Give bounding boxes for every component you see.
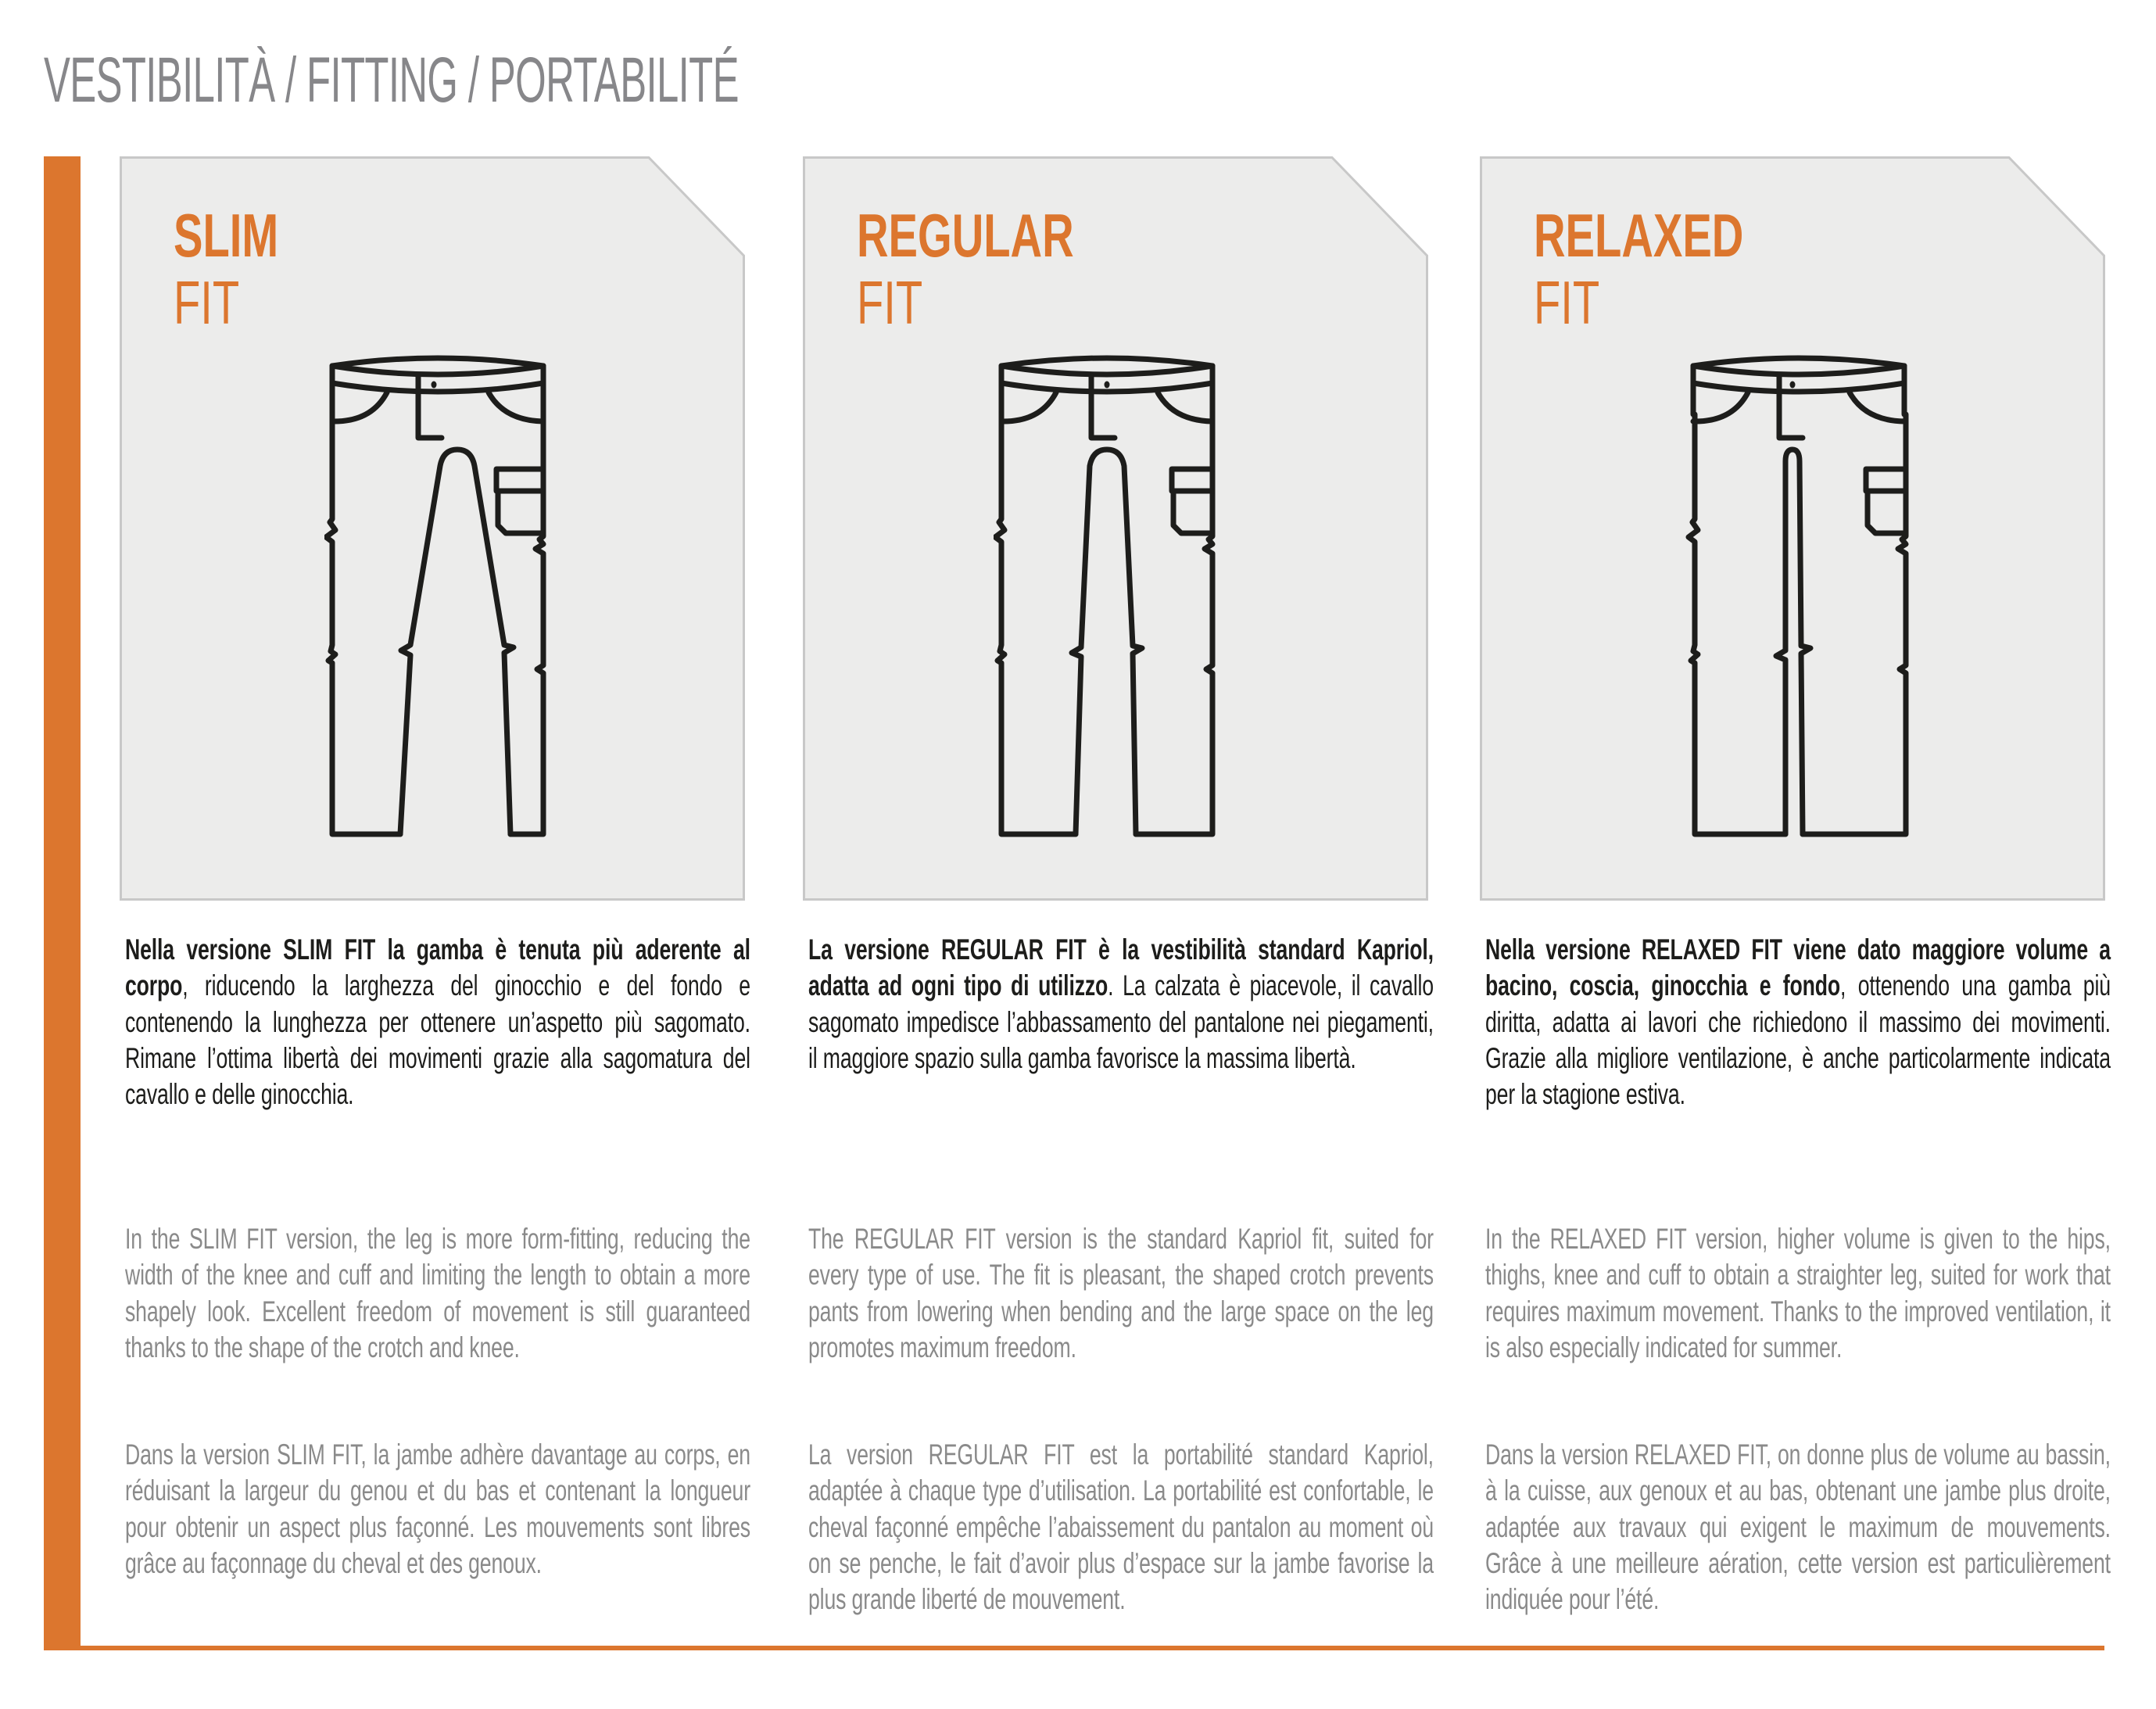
page-title: VESTIBILITÀ / FITTING / PORTABILITÉ [44, 45, 739, 116]
fit-panel-relaxed [1480, 156, 2105, 901]
regular-fit-pants-icon [994, 352, 1220, 840]
relaxed-fit-pants-icon [1685, 352, 1912, 840]
fit-subtitle: FIT [174, 268, 240, 337]
description-italian-emphasis: La versione REGULAR FIT è la vestibilità standard Kapriol, adatta ad ogni tipo di utilizzo [808, 933, 1434, 1002]
description-english: In the RELAXED FIT version, higher volume is given to the hips, thighs, knee and cuff to obtain a straighter leg, suited for work that requires maximum movement. Thanks to the improved ventilation, it is also especially indicated for summer. [1485, 1223, 2111, 1363]
fit-subtitle: FIT [1534, 268, 1600, 337]
slim-fit-pants-icon [324, 352, 551, 840]
fit-subtitle: FIT [857, 268, 923, 337]
description-english: The REGULAR FIT version is the standard Kapriol fit, suited for every type of use. The fit is pleasant, the shaped crotch prevents pants from lowering when bending and the large space on the leg promotes maximum freedom. [808, 1223, 1434, 1363]
description-italian-emphasis: Nella versione RELAXED FIT viene dato maggiore volume a bacino, coscia, ginocchia e fondo [1485, 933, 2111, 1002]
fit-description-slim [125, 932, 750, 1654]
fit-title [857, 202, 1074, 336]
accent-bar-vertical [44, 156, 81, 1650]
description-french: Dans la version SLIM FIT, la jambe adhère davantage au corps, en réduisant la largeur du genou et du bas et contenant la longueur pour obtenir un aspect plus façonné. Les mouvements sont libres grâce au façonnage du cheval et des genoux. [125, 1438, 750, 1579]
fit-name: SLIM [174, 201, 279, 270]
description-italian-rest: , riducendo la larghezza del ginocchio e del fondo e contenendo la lunghezza per ottenere un’aspetto più sagomato. Rimane l’ottima libertà dei movimenti grazie alla sagomatura del cavallo e delle ginocchia. [125, 969, 750, 1111]
description-italian [125, 932, 750, 1112]
fit-name: REGULAR [857, 201, 1074, 270]
description-italian [1485, 932, 2111, 1112]
fit-description-relaxed [1485, 932, 2111, 1654]
fit-panel-regular [803, 156, 1428, 901]
description-italian-rest: . La calzata è piacevole, il cavallo sagomato impedisce l’abbassamento del pantalone nei piegamenti, il maggiore spazio sulla gamba favorisce la massima libertà. [808, 969, 1434, 1074]
description-italian-emphasis: Nella versione SLIM FIT la gamba è tenuta più aderente al corpo [125, 933, 750, 1002]
description-french: La version REGULAR FIT est la portabilité standard Kapriol, adaptée à chaque type d’utilisation. La portabilité est confortable, le cheval façonné empêche l’abaissement du pantalon au moment où on se penche, le fait d’avoir plus d’espace sur la jambe favorise la plus grande liberté de mouvement. [808, 1438, 1434, 1616]
fit-title [1534, 202, 1743, 336]
description-italian [808, 932, 1434, 1077]
description-french: Dans la version RELAXED FIT, on donne plus de volume au bassin, à la cuisse, aux genoux et au bas, obtenant une jambe plus droite, adaptée aux travaux qui exigent le maximum de mouvements. Grâce à une meilleure aération, cette version est particulièrement indiquée pour l’été. [1485, 1438, 2111, 1616]
fit-name: RELAXED [1534, 201, 1744, 270]
description-italian-rest: , ottenendo una gamba più diritta, adatta ai lavori che richiedono il massimo dei movimenti. Grazie alla migliore ventilazione, è anche particolarmente indicata per la stagione estiva. [1485, 969, 2111, 1111]
fit-panel-slim [120, 156, 745, 901]
fit-description-regular [808, 932, 1434, 1654]
description-english: In the SLIM FIT version, the leg is more form-fitting, reducing the width of the knee and cuff and limiting the length to obtain a more shapely look. Excellent freedom of movement is still guaranteed thanks to the shape of the crotch and knee. [125, 1223, 750, 1363]
fit-title [174, 202, 278, 336]
